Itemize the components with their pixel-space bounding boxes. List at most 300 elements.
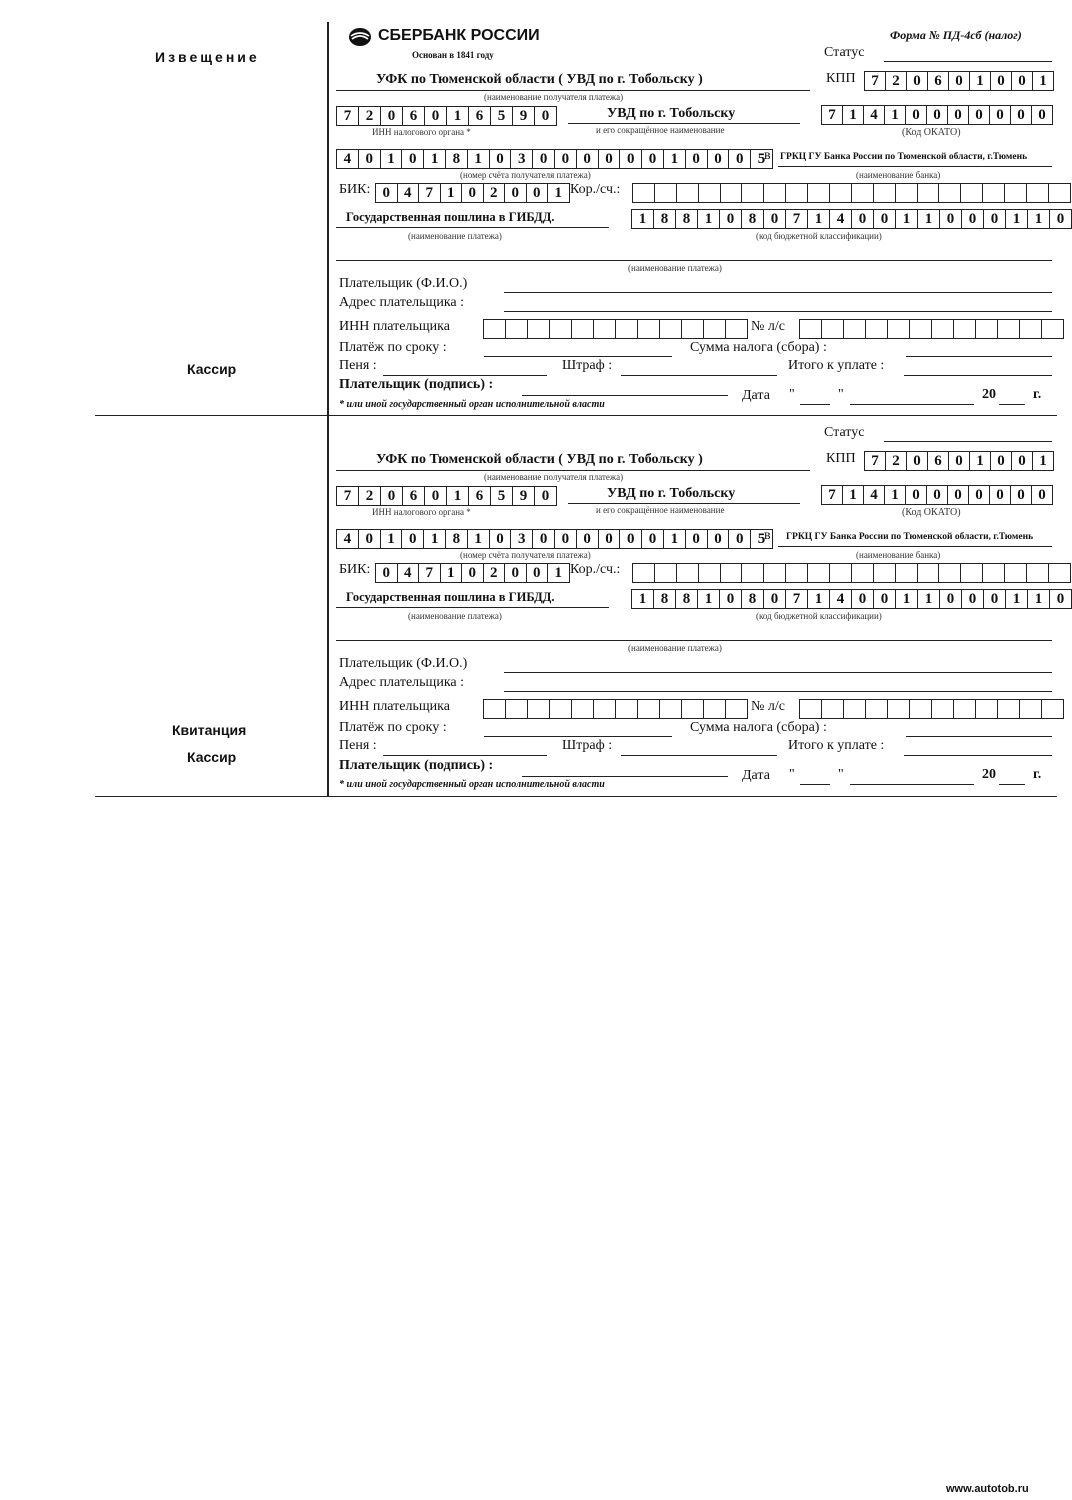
input-cell[interactable] [704,700,726,718]
digit-cell: 5 [491,487,513,505]
digit-cell: 0 [555,530,577,548]
digit-cell: 1 [1039,73,1047,89]
digit-cell: 0 [533,530,555,548]
input-cell[interactable] [866,700,888,718]
address-field[interactable] [504,311,1052,312]
in-label: в [764,528,771,543]
input-cell[interactable] [699,564,721,582]
okato-caption: (Код ОКАТО) [902,127,961,138]
digit-cell: 6 [928,452,949,470]
input-cell[interactable] [961,564,983,582]
date-year-field[interactable] [999,404,1025,405]
status-field[interactable] [884,61,1052,62]
digit-cell: 0 [462,564,484,582]
input-cell[interactable] [976,700,998,718]
digit-cell: 0 [555,150,577,168]
payer-inn-boxes[interactable] [483,699,748,719]
short-name-caption: и его сокращённое наименование [596,505,725,515]
date-year-prefix: 20 [982,387,996,402]
input-cell[interactable] [616,320,638,338]
inn-boxes [336,106,557,126]
digit-cell: 0 [927,106,948,124]
signature-label: Плательщик (подпись) : [339,377,494,392]
short-name-underline [568,503,800,504]
input-cell[interactable] [550,700,572,718]
digit-cell: 1 [441,564,463,582]
date-label: Дата [742,388,770,403]
fine-label: Штраф : [562,358,613,373]
cashier-label-bottom: Кассир [187,749,237,765]
recipient-underline [336,470,810,471]
digit-cell: 0 [764,590,786,608]
status-field[interactable] [884,441,1052,442]
input-cell[interactable] [932,700,954,718]
digit-cell: 0 [948,106,969,124]
date-year-prefix: 20 [982,767,996,782]
account-caption: (номер счёта получателя платежа) [460,170,591,180]
payment-name: Государственная пошлина в ГИБДД. [346,590,555,604]
input-cell[interactable] [655,184,677,202]
receipt-label: Квитанция [172,722,247,738]
input-cell[interactable] [721,184,743,202]
input-cell[interactable] [1027,184,1049,202]
input-cell[interactable] [682,320,704,338]
penalty-field[interactable] [383,375,547,376]
digit-cell: 1 [441,184,463,202]
input-cell[interactable] [852,184,874,202]
input-cell[interactable] [954,700,976,718]
digit-cell: 1 [808,590,830,608]
input-cell[interactable] [594,320,616,338]
input-cell[interactable] [1049,184,1070,202]
input-cell[interactable] [699,184,721,202]
korr-account-boxes[interactable] [632,563,1071,583]
input-cell[interactable] [954,320,976,338]
bottom-border [95,796,1057,797]
total-label: Итого к уплате : [788,738,885,753]
input-cell[interactable] [918,564,940,582]
digit-cell: 9 [513,107,535,125]
digit-cell: 1 [970,452,991,470]
founded-caption: Основан в 1841 году [412,50,494,60]
digit-cell: 1 [896,590,918,608]
digit-cell: 1 [1039,453,1047,469]
input-cell[interactable] [800,700,822,718]
digit-cell: 2 [359,487,381,505]
input-cell[interactable] [726,700,747,718]
input-cell[interactable] [742,564,764,582]
digit-cell: 0 [708,530,730,548]
digit-cell: 4 [830,210,852,228]
digit-cell: 0 [1011,106,1032,124]
digit-cell: 0 [1038,107,1046,123]
input-cell[interactable] [616,700,638,718]
digit-cell: 1 [632,590,654,608]
digit-cell: 0 [402,150,424,168]
input-cell[interactable] [983,564,1005,582]
digit-cell: 3 [511,150,533,168]
digit-cell: 0 [962,210,984,228]
payment-name: Государственная пошлина в ГИБДД. [346,210,555,224]
digit-cell: 0 [686,530,708,548]
okato-caption: (Код ОКАТО) [902,507,961,518]
digit-cell: 0 [990,486,1011,504]
short-name-underline [568,123,800,124]
total-field[interactable] [904,755,1052,756]
input-cell[interactable] [506,320,528,338]
total-field[interactable] [904,375,1052,376]
digit-cell: 0 [940,210,962,228]
digit-cell: 7 [419,564,441,582]
section-divider-horizontal [95,415,1057,416]
signature-field[interactable] [522,776,728,777]
input-cell[interactable] [961,184,983,202]
payment-underline [336,607,609,608]
account-boxes [336,529,773,549]
input-cell[interactable] [633,564,655,582]
input-cell[interactable] [910,320,932,338]
digit-cell: 1 [1028,210,1050,228]
due-label: Платёж по сроку : [339,720,447,735]
input-cell[interactable] [506,700,528,718]
due-field[interactable] [484,736,672,737]
penalty-field[interactable] [383,755,547,756]
digit-cell: 0 [852,210,874,228]
digit-cell: 7 [419,184,441,202]
input-cell[interactable] [874,184,896,202]
digit-cell: 1 [885,486,906,504]
date-day-field[interactable] [800,784,830,785]
digit-cell: 0 [962,590,984,608]
digit-cell: 4 [830,590,852,608]
digit-cell: 4 [398,564,420,582]
tax-sum-field[interactable] [906,356,1052,357]
tax-sum-label: Сумма налога (сбора) : [690,340,827,355]
account-caption: (номер счёта получателя платежа) [460,550,591,560]
digit-cell: 0 [533,150,555,168]
input-cell[interactable] [808,564,830,582]
kpp-label: КПП [826,71,856,86]
digit-cell: 1 [698,210,720,228]
status-label: Статус [824,425,865,440]
digit-cell: 0 [874,210,896,228]
penalty-label: Пеня : [339,358,377,373]
digit-cell: 8 [446,150,468,168]
digit-cell: 2 [484,564,506,582]
sberbank-logo-icon [348,27,372,52]
ls-boxes[interactable] [799,319,1064,339]
input-cell[interactable] [998,700,1020,718]
digit-cell: 0 [577,530,599,548]
payment-caption: (наименование платежа) [408,611,502,621]
input-cell[interactable] [800,320,822,338]
digit-cell: 4 [337,150,359,168]
input-cell[interactable] [808,184,830,202]
input-cell[interactable] [1049,564,1070,582]
account-boxes [336,149,773,169]
digit-cell: 0 [1056,211,1065,227]
digit-cell: 1 [632,210,654,228]
input-cell[interactable] [976,320,998,338]
input-cell[interactable] [983,184,1005,202]
digit-cell: 0 [984,210,1006,228]
input-cell[interactable] [764,184,786,202]
kpp-boxes [864,71,1054,91]
digit-cell: 0 [969,486,990,504]
payer-field[interactable] [504,292,1052,293]
digit-cell: 0 [940,590,962,608]
input-cell[interactable] [1005,184,1027,202]
digit-cell: 1 [554,185,562,201]
digit-cell: 0 [1038,487,1046,503]
input-cell[interactable] [704,320,726,338]
bank-name-field: ГРКЦ ГУ Банка России по Тюменской области, г.Тюмень [780,152,1028,162]
payment-underline [336,227,609,228]
date-year-field[interactable] [999,784,1025,785]
digit-cell: 9 [513,487,535,505]
inn-boxes [336,486,557,506]
digit-cell: 0 [720,210,742,228]
korr-label: Кор./сч.: [570,562,621,577]
input-cell[interactable] [1005,564,1027,582]
digit-cell: 0 [541,108,550,124]
digit-cell: 6 [469,487,491,505]
input-cell[interactable] [572,320,594,338]
digit-cell: 0 [907,72,928,90]
recipient-name: УФК по Тюменской области ( УВД по г. Тобольску ) [376,72,703,87]
input-cell[interactable] [888,700,910,718]
digit-cell: 0 [599,150,621,168]
payer-inn-label: ИНН плательщика [339,319,450,334]
payer-field[interactable] [504,672,1052,673]
inn-caption: ИНН налогового органа * [372,127,471,137]
date-day-field[interactable] [800,404,830,405]
date-month-field[interactable] [850,784,974,785]
input-cell[interactable] [721,564,743,582]
digit-cell: 1 [970,72,991,90]
footnote: * или иной государственный орган исполнительной власти [339,399,605,410]
input-cell[interactable] [726,320,747,338]
in-label: в [764,148,771,163]
date-quote-close: " [838,767,844,782]
input-cell[interactable] [822,700,844,718]
digit-cell: 4 [864,106,885,124]
fine-label: Штраф : [562,738,613,753]
digit-cell: 0 [577,150,599,168]
input-cell[interactable] [830,564,852,582]
digit-cell: 1 [843,486,864,504]
date-quote-open: " [789,387,795,402]
fine-field[interactable] [621,755,777,756]
digit-cell: 0 [949,72,970,90]
input-cell[interactable] [484,320,506,338]
digit-cell: 0 [949,452,970,470]
input-cell[interactable] [677,564,699,582]
input-cell[interactable] [896,564,918,582]
digit-cell: 1 [468,530,490,548]
bank-name: СБЕРБАНК РОССИИ [378,27,540,44]
input-cell[interactable] [638,700,660,718]
digit-cell: 0 [541,488,550,504]
digit-cell: 7 [337,107,359,125]
digit-cell: 8 [676,210,698,228]
digit-cell: 2 [886,72,907,90]
digit-cell: 0 [852,590,874,608]
digit-cell: 1 [918,590,940,608]
input-cell[interactable] [866,320,888,338]
signature-field[interactable] [522,395,728,396]
digit-cell: 0 [402,530,424,548]
digit-cell: 0 [490,150,512,168]
input-cell[interactable] [1020,700,1042,718]
tax-sum-field[interactable] [906,736,1052,737]
ls-boxes[interactable] [799,699,1064,719]
input-cell[interactable] [786,184,808,202]
bank-name-field: ГРКЦ ГУ Банка России по Тюменской области, г.Тюмень [786,532,1034,542]
digit-cell: 0 [425,107,447,125]
input-cell[interactable] [1027,564,1049,582]
input-cell[interactable] [1042,700,1063,718]
input-cell[interactable] [918,184,940,202]
short-name: УВД по г. Тобольску [607,486,736,501]
digit-cell: 0 [642,530,664,548]
input-cell[interactable] [677,184,699,202]
payment-name-2-line[interactable] [336,640,1052,641]
input-cell[interactable] [633,184,655,202]
digit-cell: 1 [896,210,918,228]
digit-cell: 0 [490,530,512,548]
kpp-label: КПП [826,451,856,466]
recipient-underline [336,90,810,91]
bik-boxes [375,563,570,583]
ls-label: № л/с [751,319,785,334]
digit-cell: 1 [447,487,469,505]
digit-cell: 0 [462,184,484,202]
digit-cell: 0 [729,530,751,548]
input-cell[interactable] [528,320,550,338]
due-field[interactable] [484,356,672,357]
digit-cell: 3 [511,530,533,548]
bank-caption: (наименование банка) [856,170,941,180]
digit-cell: 0 [906,106,927,124]
digit-cell: 0 [991,72,1012,90]
input-cell[interactable] [844,700,866,718]
date-quote-open: " [789,767,795,782]
input-cell[interactable] [1020,320,1042,338]
date-label: Дата [742,768,770,783]
input-cell[interactable] [660,700,682,718]
bik-label: БИК: [339,182,371,197]
digit-cell: 8 [446,530,468,548]
digit-cell: 1 [468,150,490,168]
signature-label: Плательщик (подпись) : [339,758,494,773]
payer-label: Плательщик (Ф.И.О.) [339,276,468,291]
digit-cell: 0 [990,106,1011,124]
input-cell[interactable] [484,700,506,718]
okato-boxes [821,485,1053,505]
input-cell[interactable] [550,320,572,338]
digit-cell: 0 [969,106,990,124]
korr-account-boxes[interactable] [632,183,1071,203]
digit-cell: 0 [1012,452,1033,470]
digit-cell: 7 [786,210,808,228]
digit-cell: 2 [886,452,907,470]
address-field[interactable] [504,691,1052,692]
input-cell[interactable] [660,320,682,338]
digit-cell: 0 [708,150,730,168]
cashier-label-top: Кассир [187,361,237,377]
input-cell[interactable] [939,564,961,582]
input-cell[interactable] [896,184,918,202]
digit-cell: 4 [398,184,420,202]
input-cell[interactable] [638,320,660,338]
input-cell[interactable] [682,700,704,718]
payment-caption: (наименование платежа) [408,231,502,241]
date-month-field[interactable] [850,404,974,405]
payer-inn-boxes[interactable] [483,319,748,339]
input-cell[interactable] [528,700,550,718]
digit-cell: 0 [620,150,642,168]
input-cell[interactable] [742,184,764,202]
digit-cell: 8 [742,210,764,228]
input-cell[interactable] [939,184,961,202]
digit-cell: 0 [984,590,1006,608]
input-cell[interactable] [764,564,786,582]
recipient-caption: (наименование получателя платежа) [484,472,624,482]
input-cell[interactable] [874,564,896,582]
form-number: Форма № ПД-4сб (налог) [890,28,1022,42]
digit-cell: 1 [1006,210,1028,228]
short-name-caption: и его сокращённое наименование [596,125,725,135]
digit-cell: 6 [403,487,425,505]
payment-name-2-line[interactable] [336,260,1052,261]
recipient-caption: (наименование получателя платежа) [484,92,624,102]
digit-cell: 1 [808,210,830,228]
digit-cell: 1 [918,210,940,228]
input-cell[interactable] [830,184,852,202]
digit-cell: 0 [505,184,527,202]
input-cell[interactable] [932,320,954,338]
short-name: УВД по г. Тобольску [607,106,736,121]
input-cell[interactable] [572,700,594,718]
input-cell[interactable] [594,700,616,718]
digit-cell: 1 [381,530,403,548]
watermark: www.autotob.ru [946,1483,1029,1495]
fine-field[interactable] [621,375,777,376]
digit-cell: 0 [381,487,403,505]
digit-cell: 0 [425,487,447,505]
input-cell[interactable] [844,320,866,338]
digit-cell: 1 [698,590,720,608]
input-cell[interactable] [822,320,844,338]
input-cell[interactable] [1042,320,1063,338]
digit-cell: 1 [424,530,446,548]
bik-label: БИК: [339,562,371,577]
input-cell[interactable] [852,564,874,582]
input-cell[interactable] [910,700,932,718]
input-cell[interactable] [655,564,677,582]
digit-cell: 0 [729,150,751,168]
okato-boxes [821,105,1053,125]
input-cell[interactable] [888,320,910,338]
input-cell[interactable] [786,564,808,582]
kbk-caption: (код бюджетной классификации) [756,231,882,241]
digit-cell: 1 [1006,590,1028,608]
payer-inn-label: ИНН плательщика [339,699,450,714]
digit-cell: 0 [948,486,969,504]
input-cell[interactable] [998,320,1020,338]
digit-cell: 1 [554,565,562,581]
